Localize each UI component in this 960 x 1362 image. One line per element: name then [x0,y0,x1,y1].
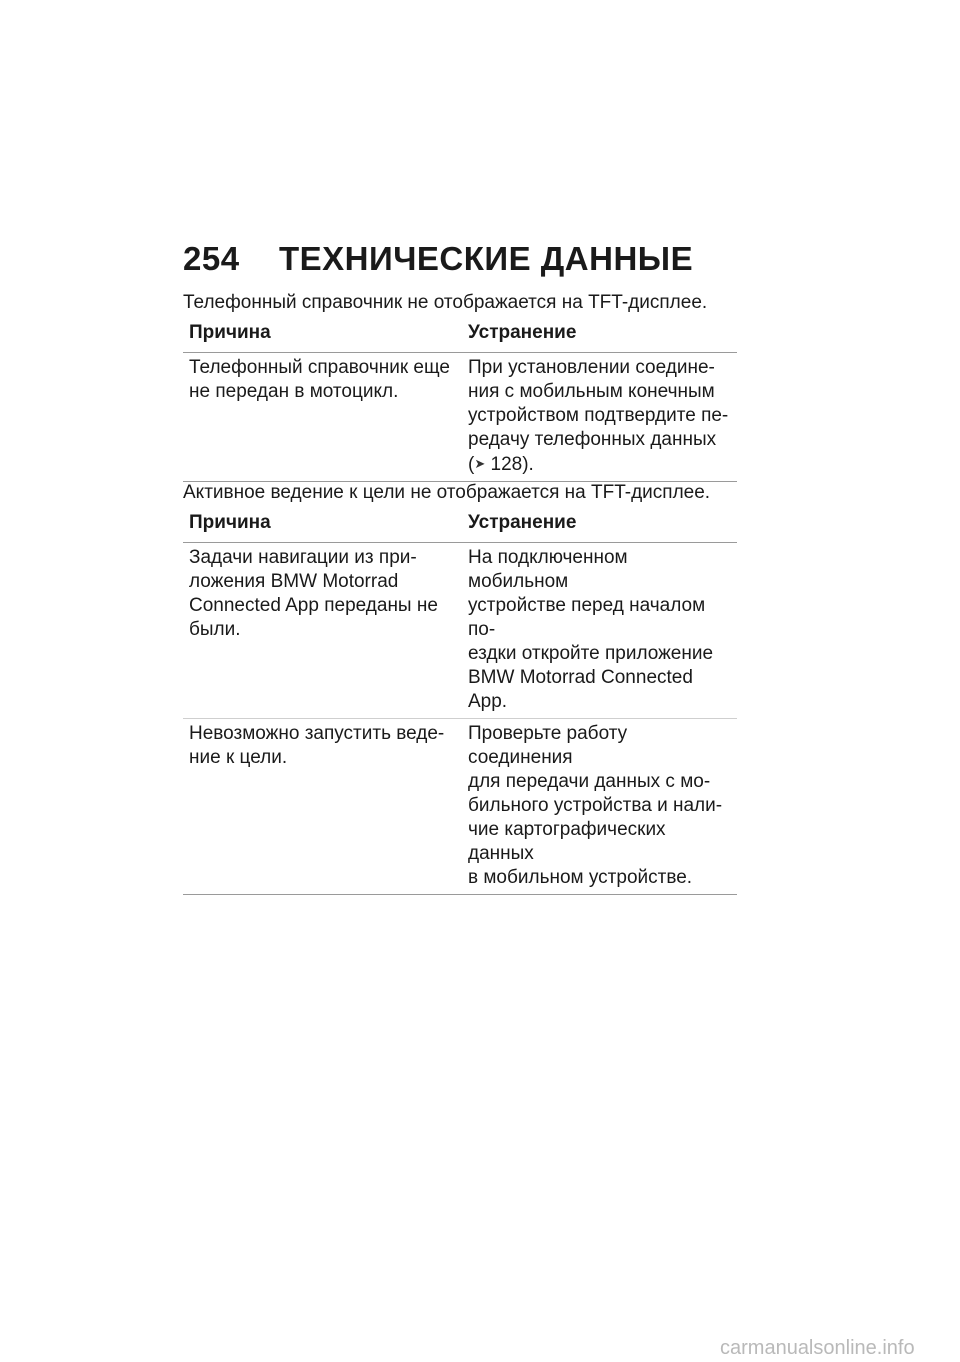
cause-cell [183,719,462,895]
cause-line: Невозможно запустить веде- [189,723,445,744]
table-header-row [183,506,737,543]
cause-line: Connected App переданы не [189,595,438,616]
page-number: 254 [183,240,240,277]
column-header-cause: Причина [183,316,462,353]
fix-line: бильного устройства и нали- [468,795,723,816]
page-reference[interactable]: (➤ 128). [468,454,534,475]
column-header-fix: Устранение [462,506,737,543]
fix-line: для передачи данных с мо- [468,771,711,792]
cause-cell [183,353,462,482]
cause-line: Задачи навигации из при- [189,547,417,568]
table-row [183,543,737,719]
fix-line: На подключенном мобильном [468,547,628,592]
cause-line: были. [189,619,241,640]
column-header-cause: Причина [183,506,462,543]
fix-cell [462,543,737,719]
table-row [183,719,737,895]
cause-line: не передан в мотоцикл. [189,381,399,402]
section2-intro: Активное ведение к цели не отображается на TFT-дисплее. [183,482,711,503]
fix-cell [462,719,737,895]
arrow-right-icon: ➤ [474,456,486,471]
table-row [183,353,737,482]
cause-line: ложения BMW Motorrad [189,571,399,592]
section1-intro: Телефонный справочник не отображается на TFT-дисплее. [183,292,708,313]
page-title: ТЕХНИЧЕСКИЕ ДАННЫЕ [279,240,694,277]
fix-line: BMW Motorrad Connected App. [468,667,693,712]
table-header-row [183,316,737,353]
section1-table [183,316,737,482]
fix-line: ездки откройте приложение [468,643,714,664]
watermark: carmanualsonline.info [720,1337,915,1359]
section2-table [183,506,737,895]
fix-line: Проверьте работу соединения [468,723,628,768]
column-header-fix: Устранение [462,316,737,353]
fix-line: редачу телефонных данных [468,429,717,450]
fix-cell [462,353,737,482]
cause-cell [183,543,462,719]
fix-line: При установлении соедине- [468,357,715,378]
fix-line: в мобильном устройстве. [468,867,693,888]
cause-line: Телефонный справочник еще [189,357,450,378]
fix-line: чие картографических данных [468,819,666,864]
cause-line: ние к цели. [189,747,288,768]
fix-line: устройстве перед началом по- [468,595,706,640]
fix-line: устройством подтвердите пе- [468,405,729,426]
fix-line: ния с мобильным конечным [468,381,715,402]
page-header [183,240,693,278]
